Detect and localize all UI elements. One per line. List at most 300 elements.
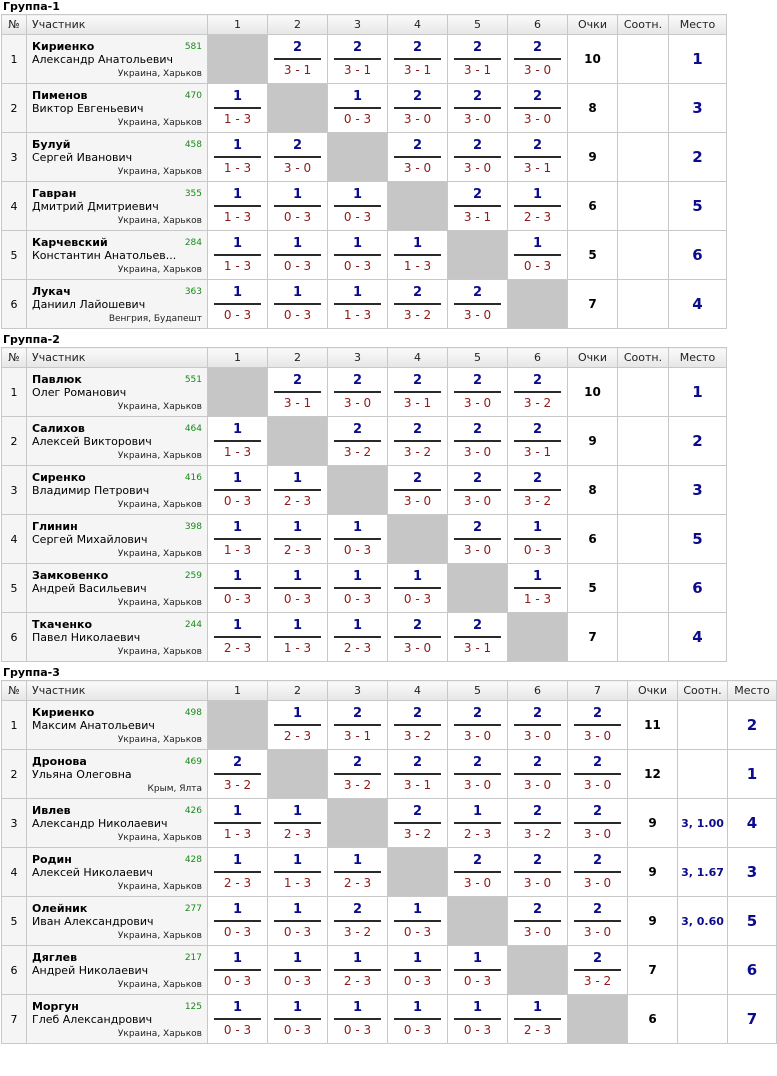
- match-score: 3 - 0: [343, 396, 372, 410]
- result-divider: [454, 871, 501, 873]
- table-row: [2, 799, 777, 848]
- col-header-ratio: Соотн.: [678, 681, 728, 701]
- group-title: Группа-3: [3, 666, 60, 679]
- table-row: [2, 368, 727, 417]
- final-place: 2: [669, 133, 727, 182]
- match-result-cell: [268, 231, 328, 280]
- group-table: [1, 347, 727, 662]
- result-divider: [454, 391, 501, 393]
- player-surname: Салихов: [32, 422, 85, 435]
- col-header-ratio: Соотн.: [618, 348, 669, 368]
- total-points: 7: [568, 613, 618, 662]
- match-result-cell: [208, 897, 268, 946]
- result-divider: [334, 440, 381, 442]
- match-points: 1: [232, 853, 243, 868]
- self-match-cell: [268, 750, 328, 799]
- player-cell: [27, 84, 208, 133]
- total-points: 6: [568, 182, 618, 231]
- self-match-cell: [508, 613, 568, 662]
- player-location: Украина, Харьков: [117, 549, 202, 559]
- match-result: [448, 515, 507, 563]
- result-divider: [274, 822, 321, 824]
- match-score: 3 - 0: [463, 778, 492, 792]
- player-surname: Павлюк: [32, 373, 82, 386]
- match-points: 2: [472, 373, 483, 388]
- match-points: 2: [412, 471, 423, 486]
- match-result-cell: [268, 848, 328, 897]
- match-result: [508, 995, 567, 1043]
- match-result-cell: [508, 417, 568, 466]
- result-divider: [394, 254, 441, 256]
- match-result: [208, 750, 267, 798]
- match-points: 2: [412, 422, 423, 437]
- match-result: [448, 799, 507, 847]
- col-header-opponent: 2: [268, 681, 328, 701]
- result-divider: [394, 440, 441, 442]
- match-result: [208, 280, 267, 328]
- match-result-cell: [208, 182, 268, 231]
- result-divider: [514, 254, 561, 256]
- player-given-names: Владимир Петрович: [32, 484, 150, 497]
- row-number: 2: [2, 84, 27, 133]
- match-points: 1: [292, 618, 303, 633]
- match-result-cell: [388, 231, 448, 280]
- final-place: 1: [669, 35, 727, 84]
- match-result: [508, 84, 567, 132]
- result-divider: [334, 205, 381, 207]
- match-result: [508, 564, 567, 612]
- total-points: 9: [628, 897, 678, 946]
- result-divider: [214, 969, 261, 971]
- result-divider: [334, 773, 381, 775]
- match-score: 0 - 3: [523, 259, 552, 273]
- result-divider: [394, 303, 441, 305]
- result-divider: [274, 489, 321, 491]
- match-result-cell: [208, 750, 268, 799]
- result-divider: [454, 724, 501, 726]
- player-rating: 551: [184, 375, 202, 385]
- match-result: [508, 848, 567, 896]
- result-divider: [214, 538, 261, 540]
- table-row: [2, 35, 727, 84]
- player-location: Украина, Харьков: [117, 69, 202, 79]
- player-given-names: Глеб Александрович: [32, 1013, 153, 1026]
- match-score: 1 - 3: [223, 161, 252, 175]
- match-result-cell: [268, 182, 328, 231]
- match-score: 1 - 3: [343, 308, 372, 322]
- player-cell: [27, 750, 208, 799]
- match-score: 1 - 3: [283, 876, 312, 890]
- match-result: [388, 897, 447, 945]
- player-cell: [27, 417, 208, 466]
- match-score: 3 - 0: [523, 925, 552, 939]
- match-result-cell: [328, 231, 388, 280]
- result-divider: [334, 538, 381, 540]
- result-divider: [334, 107, 381, 109]
- match-result-cell: [388, 750, 448, 799]
- result-divider: [514, 156, 561, 158]
- match-score: 3 - 0: [583, 778, 612, 792]
- group-section: [0, 333, 777, 662]
- match-points: 2: [472, 187, 483, 202]
- match-result: [388, 701, 447, 749]
- match-result-cell: [448, 750, 508, 799]
- col-header-num: №: [2, 348, 27, 368]
- match-score: 3 - 1: [523, 161, 552, 175]
- result-divider: [334, 871, 381, 873]
- match-result: [508, 515, 567, 563]
- match-score: 0 - 3: [403, 1023, 432, 1037]
- match-points: 2: [592, 902, 603, 917]
- match-score: 3 - 2: [403, 445, 432, 459]
- match-points: 2: [292, 373, 303, 388]
- total-points: 9: [628, 799, 678, 848]
- player-given-names: Алексей Николаевич: [32, 866, 153, 879]
- result-divider: [394, 773, 441, 775]
- match-points: 1: [292, 520, 303, 535]
- final-place: 5: [669, 182, 727, 231]
- player-rating: 470: [184, 91, 202, 101]
- match-points: 2: [292, 40, 303, 55]
- final-place: 3: [669, 466, 727, 515]
- match-score: 1 - 3: [403, 259, 432, 273]
- match-points: 1: [232, 569, 243, 584]
- player-given-names: Сергей Михайлович: [32, 533, 148, 546]
- match-points: 2: [352, 902, 363, 917]
- match-result-cell: [508, 564, 568, 613]
- self-match-cell: [508, 946, 568, 995]
- match-score: 3 - 2: [403, 729, 432, 743]
- player-rating: 277: [184, 904, 202, 914]
- tiebreak-ratio: 3, 1.00: [678, 799, 728, 848]
- group-section: [0, 666, 777, 1044]
- match-result: [448, 182, 507, 230]
- match-result-cell: [208, 848, 268, 897]
- match-score: 3 - 2: [583, 974, 612, 988]
- match-score: 0 - 3: [283, 210, 312, 224]
- match-result: [388, 133, 447, 181]
- match-score: 3 - 0: [583, 876, 612, 890]
- match-result: [328, 280, 387, 328]
- col-header-opponent: 3: [328, 681, 388, 701]
- player-cell: [27, 564, 208, 613]
- col-header-opponent: 3: [328, 15, 388, 35]
- result-divider: [394, 156, 441, 158]
- row-number: 5: [2, 564, 27, 613]
- match-result-cell: [508, 848, 568, 897]
- result-divider: [334, 920, 381, 922]
- match-score: 1 - 3: [223, 259, 252, 273]
- match-result-cell: [388, 799, 448, 848]
- match-result-cell: [448, 946, 508, 995]
- match-points: 1: [352, 89, 363, 104]
- match-result: [328, 897, 387, 945]
- match-points: 2: [352, 40, 363, 55]
- tiebreak-ratio: [618, 564, 669, 613]
- match-score: 0 - 3: [343, 210, 372, 224]
- match-result-cell: [268, 35, 328, 84]
- match-result: [388, 613, 447, 661]
- match-points: 1: [232, 471, 243, 486]
- col-header-opponent: 4: [388, 681, 448, 701]
- match-points: 1: [232, 902, 243, 917]
- player-location: Украина, Харьков: [117, 980, 202, 990]
- match-result-cell: [508, 995, 568, 1044]
- match-score: 3 - 2: [403, 308, 432, 322]
- result-divider: [514, 391, 561, 393]
- match-points: 1: [232, 236, 243, 251]
- match-score: 0 - 3: [283, 1023, 312, 1037]
- tiebreak-ratio: [618, 613, 669, 662]
- match-result-cell: [328, 280, 388, 329]
- col-header-opponent: 7: [568, 681, 628, 701]
- match-score: 3 - 0: [463, 494, 492, 508]
- match-result-cell: [328, 368, 388, 417]
- match-points: 2: [412, 755, 423, 770]
- col-header-opponent: 1: [208, 681, 268, 701]
- tiebreak-ratio: 3, 0.60: [678, 897, 728, 946]
- player-cell: [27, 701, 208, 750]
- group-table: [1, 14, 727, 329]
- match-score: 0 - 3: [523, 543, 552, 557]
- match-points: 1: [352, 285, 363, 300]
- self-match-cell: [448, 897, 508, 946]
- player-rating: 581: [184, 42, 202, 52]
- result-divider: [274, 156, 321, 158]
- player-rating: 458: [184, 140, 202, 150]
- result-divider: [334, 254, 381, 256]
- row-number: 4: [2, 182, 27, 231]
- player-surname: Глинин: [32, 520, 78, 533]
- final-place: 1: [669, 368, 727, 417]
- match-points: 1: [232, 89, 243, 104]
- result-divider: [514, 724, 561, 726]
- total-points: 9: [628, 848, 678, 897]
- player-cell: [27, 280, 208, 329]
- player-surname: Замковенко: [32, 569, 109, 582]
- match-result-cell: [448, 280, 508, 329]
- match-result-cell: [328, 417, 388, 466]
- match-result-cell: [388, 613, 448, 662]
- player-rating: 498: [184, 708, 202, 718]
- match-points: 1: [292, 902, 303, 917]
- match-points: 1: [472, 804, 483, 819]
- table-row: [2, 995, 777, 1044]
- result-divider: [454, 538, 501, 540]
- match-result-cell: [508, 231, 568, 280]
- result-divider: [214, 107, 261, 109]
- match-points: 1: [352, 951, 363, 966]
- total-points: 10: [568, 35, 618, 84]
- match-score: 3 - 0: [583, 729, 612, 743]
- result-divider: [454, 773, 501, 775]
- self-match-cell: [388, 515, 448, 564]
- player-location: Украина, Харьков: [117, 735, 202, 745]
- final-place: 7: [728, 995, 777, 1044]
- match-result-cell: [328, 848, 388, 897]
- player-location: Украина, Харьков: [117, 500, 202, 510]
- player-given-names: Павел Николаевич: [32, 631, 141, 644]
- player-surname: Кириенко: [32, 40, 95, 53]
- result-divider: [514, 871, 561, 873]
- result-divider: [514, 489, 561, 491]
- match-result: [268, 515, 327, 563]
- total-points: 9: [568, 133, 618, 182]
- match-score: 3 - 0: [523, 729, 552, 743]
- total-points: 8: [568, 84, 618, 133]
- match-points: 2: [292, 138, 303, 153]
- match-score: 0 - 3: [283, 925, 312, 939]
- col-header-player: Участник: [27, 15, 208, 35]
- total-points: 11: [628, 701, 678, 750]
- col-header-opponent: 3: [328, 348, 388, 368]
- result-divider: [514, 822, 561, 824]
- match-result: [388, 231, 447, 279]
- match-points: 2: [472, 471, 483, 486]
- match-points: 2: [592, 951, 603, 966]
- player-rating: 355: [184, 189, 202, 199]
- player-given-names: Андрей Васильевич: [32, 582, 147, 595]
- match-score: 2 - 3: [283, 827, 312, 841]
- match-points: 2: [472, 618, 483, 633]
- player-location: Украина, Харьков: [117, 1029, 202, 1039]
- match-score: 3 - 0: [463, 876, 492, 890]
- col-header-num: №: [2, 681, 27, 701]
- match-result: [208, 515, 267, 563]
- match-score: 0 - 3: [343, 1023, 372, 1037]
- match-points: 2: [472, 138, 483, 153]
- match-result: [388, 946, 447, 994]
- match-result-cell: [448, 35, 508, 84]
- result-divider: [574, 871, 621, 873]
- tiebreak-ratio: [618, 231, 669, 280]
- match-score: 3 - 0: [523, 63, 552, 77]
- match-points: 2: [352, 422, 363, 437]
- match-points: 1: [352, 520, 363, 535]
- match-result-cell: [448, 848, 508, 897]
- match-points: 1: [292, 804, 303, 819]
- match-score: 3 - 1: [283, 63, 312, 77]
- row-number: 4: [2, 848, 27, 897]
- match-points: 1: [472, 1000, 483, 1015]
- player-rating: 125: [184, 1002, 202, 1012]
- player-location: Украина, Харьков: [117, 833, 202, 843]
- match-result: [388, 280, 447, 328]
- match-score: 3 - 2: [343, 778, 372, 792]
- player-location: Украина, Харьков: [117, 598, 202, 608]
- row-number: 2: [2, 417, 27, 466]
- match-score: 3 - 0: [463, 445, 492, 459]
- player-cell: [27, 368, 208, 417]
- match-result: [448, 466, 507, 514]
- table-row: [2, 750, 777, 799]
- match-result-cell: [268, 946, 328, 995]
- match-points: 2: [412, 804, 423, 819]
- total-points: 6: [568, 515, 618, 564]
- tiebreak-ratio: [678, 946, 728, 995]
- match-result-cell: [508, 84, 568, 133]
- tiebreak-ratio: [678, 750, 728, 799]
- tiebreak-ratio: [618, 466, 669, 515]
- match-result: [268, 280, 327, 328]
- match-result-cell: [268, 701, 328, 750]
- match-points: 1: [292, 951, 303, 966]
- match-points: 1: [232, 285, 243, 300]
- result-divider: [574, 773, 621, 775]
- match-points: 2: [532, 471, 543, 486]
- player-location: Украина, Харьков: [117, 265, 202, 275]
- final-place: 2: [669, 417, 727, 466]
- match-score: 2 - 3: [463, 827, 492, 841]
- player-cell: [27, 799, 208, 848]
- match-score: 1 - 3: [223, 827, 252, 841]
- match-result: [268, 231, 327, 279]
- match-score: 2 - 3: [283, 543, 312, 557]
- player-given-names: Виктор Евгеньевич: [32, 102, 144, 115]
- row-number: 6: [2, 946, 27, 995]
- result-divider: [214, 440, 261, 442]
- row-number: 7: [2, 995, 27, 1044]
- match-points: 2: [412, 706, 423, 721]
- match-points: 2: [532, 853, 543, 868]
- match-result-cell: [568, 799, 628, 848]
- match-result-cell: [388, 466, 448, 515]
- player-cell: [27, 466, 208, 515]
- match-score: 3 - 0: [583, 925, 612, 939]
- player-surname: Гавран: [32, 187, 77, 200]
- match-result-cell: [568, 701, 628, 750]
- match-result-cell: [208, 84, 268, 133]
- match-result: [208, 133, 267, 181]
- table-row: [2, 848, 777, 897]
- match-points: 2: [532, 138, 543, 153]
- match-points: 1: [292, 187, 303, 202]
- match-result: [268, 133, 327, 181]
- result-divider: [394, 1018, 441, 1020]
- player-given-names: Александр Анатольевич: [32, 53, 174, 66]
- row-number: 5: [2, 231, 27, 280]
- result-divider: [394, 822, 441, 824]
- result-divider: [214, 303, 261, 305]
- match-score: 3 - 1: [283, 396, 312, 410]
- match-result-cell: [508, 182, 568, 231]
- match-points: 1: [412, 951, 423, 966]
- match-result: [268, 701, 327, 749]
- match-score: 3 - 1: [403, 778, 432, 792]
- tiebreak-ratio: [618, 417, 669, 466]
- result-divider: [274, 636, 321, 638]
- match-result-cell: [208, 133, 268, 182]
- match-result: [388, 417, 447, 465]
- self-match-cell: [208, 35, 268, 84]
- match-points: 2: [592, 755, 603, 770]
- match-result: [328, 750, 387, 798]
- match-score: 0 - 3: [403, 925, 432, 939]
- match-result-cell: [448, 368, 508, 417]
- match-result-cell: [448, 84, 508, 133]
- match-score: 0 - 3: [403, 974, 432, 988]
- match-score: 0 - 3: [463, 974, 492, 988]
- match-score: 0 - 3: [223, 494, 252, 508]
- player-location: Украина, Харьков: [117, 882, 202, 892]
- match-points: 2: [532, 422, 543, 437]
- player-location: Украина, Харьков: [117, 402, 202, 412]
- match-result-cell: [328, 84, 388, 133]
- self-match-cell: [268, 84, 328, 133]
- final-place: 3: [669, 84, 727, 133]
- table-row: [2, 84, 727, 133]
- player-cell: [27, 182, 208, 231]
